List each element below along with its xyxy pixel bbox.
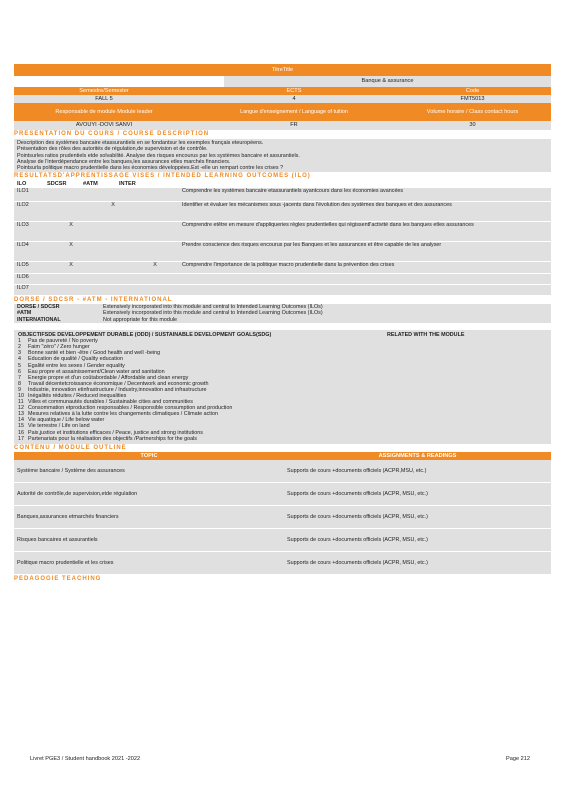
- responsable-label: Responsable de module Module leader: [55, 108, 153, 115]
- table-row: [14, 221, 551, 241]
- odd-text: Travail décentetcroissance économique / Decentwork and economic growth: [28, 380, 209, 387]
- table-row: [14, 506, 551, 529]
- ilo-mark-atm: [92, 188, 134, 201]
- ilo-mark-sdcsr: X: [50, 241, 92, 261]
- ilo-id: ILO1: [14, 188, 50, 201]
- title-bar: [14, 64, 551, 76]
- table-row: [14, 261, 551, 273]
- dorse-title: DORSE / SDCSR - #ATM - INTERNATIONAL: [14, 296, 173, 303]
- language-value: FR: [290, 122, 298, 128]
- ilo-mark-atm: [92, 241, 134, 261]
- odd-section: [14, 330, 551, 444]
- odd-text: Partenariats pour la réalisation des objectifs /Partnerships for the goals: [28, 435, 197, 442]
- ilo-text: Comprendre etêtre en mesure d'appliqueries règles prudentielles qui régissentl'activité dans les banques etles assurances: [176, 221, 551, 241]
- contenu-header: [14, 452, 551, 460]
- table-row: [14, 201, 551, 221]
- table-row: [14, 529, 551, 552]
- ilo-col-sdcsr: SDCSR: [47, 181, 67, 188]
- dorse-table: [14, 304, 551, 323]
- odd-text: Industrie, innovation etinfrastructure / Industry,innovation and infrastructure: [28, 386, 207, 393]
- odd-text: Mesures relatives à la lutte contre les changements climatiques / Climate action: [28, 411, 218, 418]
- ilo-mark-sdcsr: X: [50, 221, 92, 241]
- odd-text: Consommation etproduction responsables / Responsible consumption and production: [28, 405, 233, 412]
- ilo-mark-inter: [134, 188, 176, 201]
- language-label: Langue d'enseignement / Language of tuition: [240, 108, 348, 115]
- code-label: Code: [465, 88, 480, 94]
- dorse-label: DORSE / SDCSR: [17, 303, 60, 310]
- odd-number: 6: [18, 368, 21, 375]
- code-value: FMT5013: [460, 96, 485, 102]
- ilo-mark-sdcsr: [50, 201, 92, 221]
- topic-cell: Système bancaire / Système des assurances: [14, 460, 284, 483]
- odd-text: Villes et communautés durables / Sustainable cities and communities: [28, 399, 193, 406]
- ects-value: 4: [292, 96, 296, 102]
- dorse-text: Extensively incorporated into this module and central to Intended Learning Outcomes (ILOs): [103, 310, 323, 317]
- assign-header: ASSIGNMENTS & READINGS: [378, 452, 457, 459]
- odd-text: Vie terrestre / Life on land: [28, 423, 90, 430]
- odd-text: Egalité entre les sexes / Gender equality: [28, 362, 125, 369]
- ilo-mark-inter: [134, 221, 176, 241]
- volume-value: 30: [469, 122, 476, 128]
- presentation-line: Description des systèmes bancaire etassurantiels en se fondantsur les exemples français eteuropéens.: [17, 140, 264, 146]
- dorse-text: Extensively incorporated into this module and central to Intended Learning Outcomes (ILOs): [103, 303, 323, 310]
- ilo-col-ilo: ILO: [17, 181, 27, 188]
- ilo-mark-sdcsr: X: [50, 261, 92, 273]
- ilo-text: Comprendre l'importance de la politique macro prudentielle dans la prévention des crises: [176, 261, 551, 273]
- semester-value: FALL 5: [95, 96, 113, 102]
- volume-label: Volume horaire / Class contact hours: [426, 108, 519, 115]
- ilo-mark-atm: [92, 261, 134, 273]
- contenu-table: [14, 460, 551, 576]
- dorse-label: #ATM: [17, 310, 32, 317]
- presentation-line: Pointsurla politique macro prudentielle dans les économies développées.Est -elle un rempart contre les crises ?: [17, 165, 284, 172]
- ilo-text: Identifier et évaluer les mécanismes sous -jacents dans l'évolution des systèmes des banques et des assurances: [176, 201, 551, 221]
- odd-number: 10: [18, 393, 24, 400]
- assign-cell: Supports de cours +documents officiels (ACPR, MSU, etc.): [284, 552, 551, 575]
- table-row: [14, 483, 551, 506]
- presentation-line: Pointsurles ratios prudentiels etde solvabilité. Analyse des risques encourus par les systèmes bancaire et assurantiels.: [17, 152, 300, 159]
- odd-number: 1: [18, 338, 21, 345]
- presentation-line: Analyse de l'interdépendance entre les banques,les assurances etles marchés financiers.: [17, 158, 231, 165]
- table-row: [14, 460, 551, 483]
- ilo-mark-inter: [134, 241, 176, 261]
- table-row: [14, 284, 551, 295]
- odd-number: 15: [18, 423, 24, 430]
- presentation-body: [14, 139, 551, 172]
- subtitle-value: Banque & assurance: [224, 76, 551, 87]
- ilo-mark-inter: [134, 201, 176, 221]
- ilo-mark-sdcsr: [50, 273, 92, 284]
- odd-number: 17: [18, 435, 24, 442]
- ilo-mark-sdcsr: [50, 284, 92, 295]
- odd-text: Education de qualité / Quality education: [28, 356, 123, 363]
- odd-text: Bonne santé et bien -être / Good health and well -being: [28, 350, 161, 357]
- course-sheet: [14, 64, 551, 583]
- odd-number: 5: [18, 362, 21, 369]
- footer-page-number: Page 212: [506, 756, 530, 762]
- meta-values: [14, 95, 551, 103]
- odd-list: [18, 338, 348, 442]
- topic-cell: Politique macro prudentielle et les crises: [14, 552, 284, 575]
- ilo-id: ILO2: [14, 201, 50, 221]
- odd-number: 12: [18, 405, 24, 412]
- odd-text: Pas de pauvreté / No poverty: [28, 338, 98, 345]
- ilo-text: [176, 284, 551, 295]
- ilo-mark-atm: [92, 284, 134, 295]
- assign-cell: Supports de cours +documents officiels (ACPR, MSU, etc.): [284, 483, 551, 506]
- odd-text: Inégalités réduites / Reduced inequalities: [28, 393, 127, 400]
- ilo-title: RESULTATSD'APPRENTISSAGE VISES / INTENDED LEARNING OUTCOMES (ILO): [14, 173, 311, 180]
- ilo-mark-atm: [92, 221, 134, 241]
- ilo-text: Comprendre les systèmes bancaire etassurantiels ayantcours dans les économies avancées: [176, 188, 551, 201]
- assign-cell: Supports de cours +documents officiels (ACPR, MSU, etc.): [284, 506, 551, 529]
- contenu-title: CONTENU / MODULE OUTLINE: [14, 444, 127, 451]
- table-row: [14, 273, 551, 284]
- odd-number: 4: [18, 356, 21, 363]
- topic-cell: Autorité de contrôle,de supervision,etde régulation: [14, 483, 284, 506]
- odd-number: 13: [18, 411, 24, 418]
- ilo-text: Prendre conscience des risques encourus par les Banques et les assurances et être capable de les analyser: [176, 241, 551, 261]
- ilo-id: ILO4: [14, 241, 50, 261]
- title-label: TitreTitle: [271, 67, 294, 73]
- odd-text: Paix,justice et institutions efficaces / Peace, justice and strong institutions: [28, 429, 203, 436]
- presentation-title: PRESENTATION DU COURS / COURSE DESCRIPTION: [14, 131, 210, 137]
- leader-header: [14, 103, 551, 121]
- meta-header: [14, 87, 551, 95]
- odd-number: 16: [18, 429, 24, 436]
- subtitle-bar: [14, 76, 551, 87]
- odd-number: 7: [18, 374, 21, 381]
- odd-title: OBJECTIFSDE DEVELOPPEMENT DURABLE (ODD) / SUSTAINABLE DEVELOPMENT GOALS(SDG): [18, 331, 272, 338]
- ilo-mark-sdcsr: [50, 188, 92, 201]
- odd-number: 8: [18, 380, 21, 387]
- page-footer: [30, 756, 530, 762]
- ilo-mark-inter: X: [134, 261, 176, 273]
- ilo-id: ILO5: [14, 261, 50, 273]
- ects-label: ECTS: [286, 88, 302, 94]
- ilo-mark-inter: [134, 273, 176, 284]
- responsable-value: AVOUYI -DOVI SANVI: [75, 122, 133, 128]
- ilo-col-inter: INTER: [119, 181, 136, 188]
- table-row: [14, 241, 551, 261]
- topic-cell: Risques bancaires et assurantiels: [14, 529, 284, 552]
- odd-text: Faim "zéro" / Zero hunger: [28, 344, 90, 351]
- ilo-text: [176, 273, 551, 284]
- odd-number: 9: [18, 386, 21, 393]
- odd-related-label: RELATED WITH THE MODULE: [387, 331, 465, 338]
- ilo-header-row: [14, 180, 551, 188]
- table-row: [14, 552, 551, 575]
- ilo-mark-atm: [92, 273, 134, 284]
- leader-values: [14, 121, 551, 130]
- ilo-col-atm: #ATM: [83, 181, 98, 188]
- ilo-id: ILO7: [14, 284, 50, 295]
- assign-cell: Supports de cours +documents officiels (ACPR,MSU, etc.): [284, 460, 551, 483]
- dorse-label: INTERNATIONAL: [17, 316, 61, 323]
- ilo-mark-atm: X: [92, 201, 134, 221]
- odd-number: 11: [18, 399, 24, 406]
- list-item: [18, 436, 348, 442]
- presentation-line: Présentation des rôles des autorités de régulation,de supervision et de contrôle.: [17, 146, 208, 153]
- assign-cell: Supports de cours +documents officiels (ACPR, MSU, etc.): [284, 529, 551, 552]
- odd-number: 14: [18, 417, 24, 424]
- ilo-mark-inter: [134, 284, 176, 295]
- table-row: [14, 188, 551, 201]
- dorse-text: Not appropriate for this module: [103, 316, 178, 323]
- ilo-id: ILO3: [14, 221, 50, 241]
- ilo-table: [14, 188, 551, 296]
- odd-text: Eau propre et assainissement/Clean water and sanitation: [28, 368, 165, 375]
- ilo-id: ILO6: [14, 273, 50, 284]
- footer-left: Livret PGE3 / Student handbook 2021 -2022: [30, 756, 141, 762]
- topic-header: TOPIC: [140, 452, 158, 459]
- odd-text: Vie aquatique / Life below water: [28, 417, 105, 424]
- pedagogie-title: PEDAGOGIE TEACHING: [14, 576, 102, 583]
- odd-number: 3: [18, 350, 21, 357]
- topic-cell: Banques,assurances etmarchés financiers: [14, 506, 284, 529]
- odd-text: Energie propre et d'un coûtabordable / Affordable and clean energy: [28, 374, 189, 381]
- table-row: [14, 317, 551, 323]
- semester-label: Semestre/Semester: [79, 88, 129, 94]
- odd-number: 2: [18, 344, 21, 351]
